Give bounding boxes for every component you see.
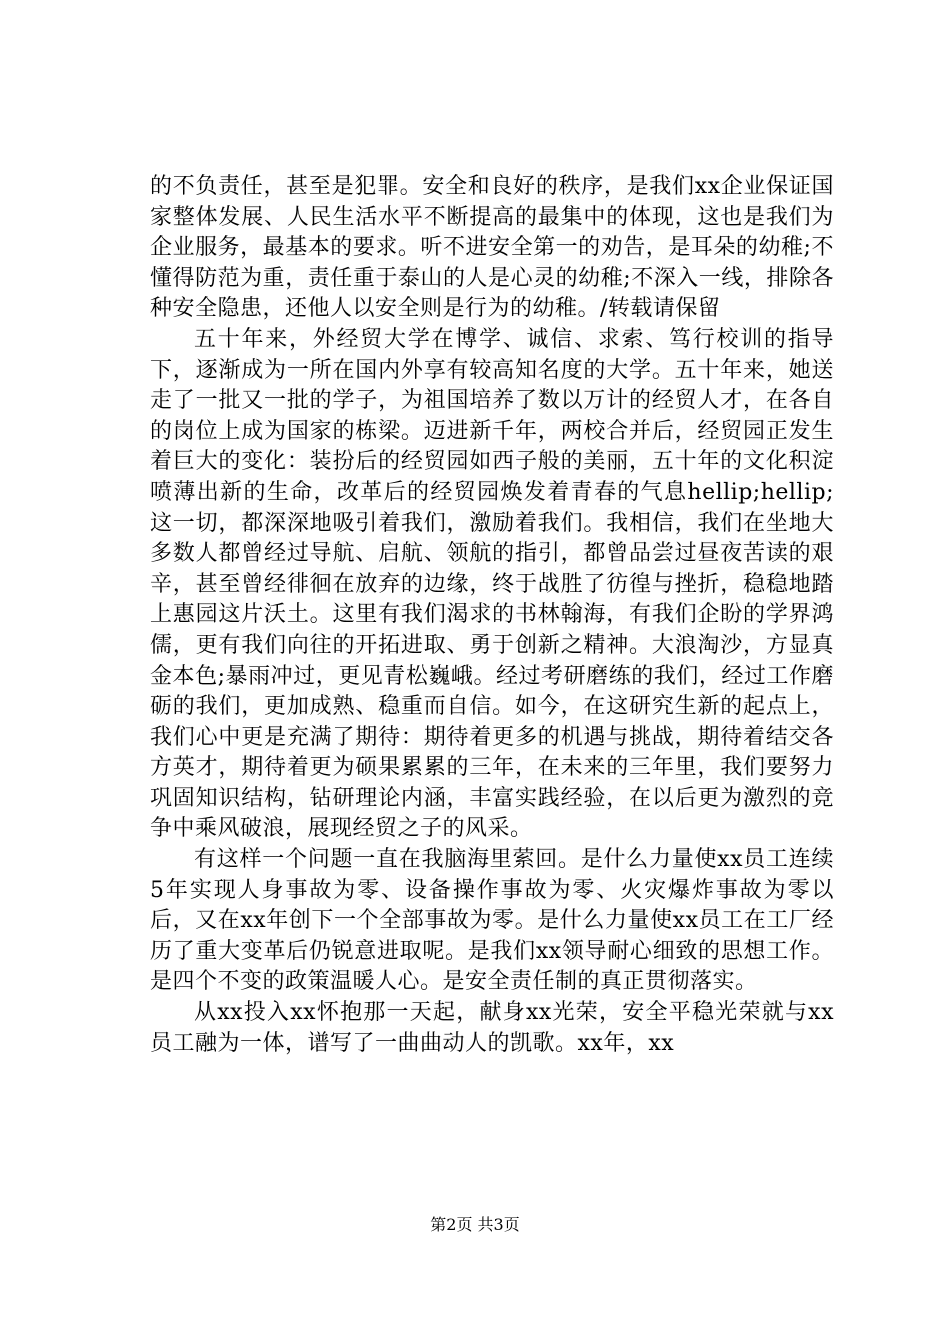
paragraph-2: 五十年来，外经贸大学在博学、诚信、求索、笃行校训的指导下，逐渐成为一所在国内外享有较高知名度的大学。五十年来，她送走了一批又一批的学子，为祖国培养了数以万计的经贸人才，在各自的岗位上成为国家的栋梁。迈进新千年，两校合并后，经贸园正发生着巨大的变化：装扮后的经贸园如西子般的美丽，五十年的文化积淀喷薄出新的生命，改革后的经贸园焕发着青春的气息hellip;hellip;这一切，都深深地吸引着我们，激励着我们。我相信，我们在坐地大多数人都曾经过导航、启航、领航的指引，都曾品尝过昼夜苦读的艰辛，甚至曾经徘徊在放弃的边缘，终于战胜了彷徨与挫折，稳稳地踏上惠园这片沃土。这里有我们渴求的书林翰海，有我们企盼的学界鸿儒，更有我们向往的开拓进取、勇于创新之精神。大浪淘沙，方显真金本色;暴雨冲过，更见青松巍峨。经过考研磨练的我们，经过工作磨砺的我们，更加成熟、稳重而自信。如今，在这研究生新的起点上，我们心中更是充满了期待：期待着更多的机遇与挑战，期待着结交各方英才，期待着更为硕果累累的三年，在未来的三年里，我们要努力巩固知识结构，钻研理论内涵，丰富实践经验，在以后更为激烈的竞争中乘风破浪，展现经贸之子的风采。 bbox=[150, 326, 834, 842]
paragraph-4: 从xx投入xx怀抱那一天起，献身xx光荣，安全平稳光荣就与xx员工融为一体，谱写了一曲曲动人的凯歌。xx年，xx bbox=[150, 1000, 834, 1056]
paragraph-3: 有这样一个问题一直在我脑海里萦回。是什么力量使xx员工连续5年实现人身事故为零、设备操作事故为零、火灾爆炸事故为零以后，又在xx年创下一个全部事故为零。是什么力量使xx员工在工厂经历了重大变革后仍锐意进取呢。是我们xx领导耐心细致的思想工作。是四个不变的政策温暖人心。是安全责任制的真正贯彻落实。 bbox=[150, 847, 834, 995]
page-number-footer: 第2页 共3页 bbox=[430, 1215, 520, 1234]
paragraph-1: 的不负责任，甚至是犯罪。安全和良好的秩序，是我们xx企业保证国家整体发展、人民生活水平不断提高的最集中的体现，这也是我们为企业服务，最基本的要求。听不进安全第一的劝告，是耳朵的幼稚;不懂得防范为重，责任重于泰山的人是心灵的幼稚;不深入一线，排除各种安全隐患，还他人以安全则是行为的幼稚。/转载请保留 bbox=[150, 174, 834, 322]
document-body bbox=[150, 172, 834, 1059]
